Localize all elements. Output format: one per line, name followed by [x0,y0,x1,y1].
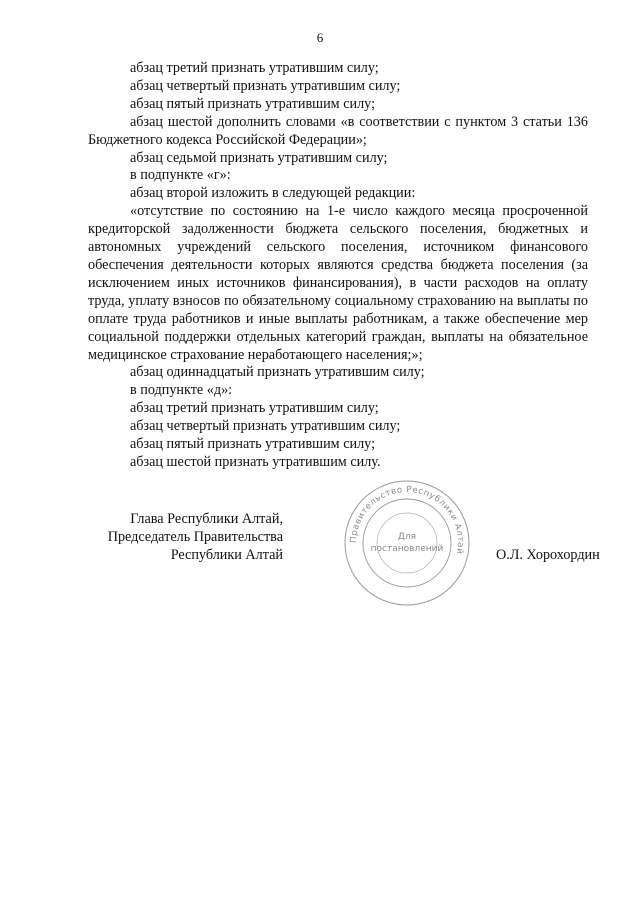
signatory-title-line-2: Председатель Правительства [107,529,283,545]
paragraph-14: абзац шестой признать утратившим силу. [130,453,381,470]
official-stamp [342,478,472,608]
signatory-name: О.Л. Хорохордин [496,547,600,563]
paragraph-4: абзац шестой дополнить словами «в соответствии с пунктом 3 статьи 136 Бюджетного кодекса Российской Федерации»; [88,113,588,148]
signatory-title-line-1: Глава Республики Алтай, [130,511,283,527]
stamp-inner-circle [377,513,437,573]
paragraph-9: абзац одиннадцатый признать утратившим силу; [130,364,425,381]
stamp-ring-circle [363,499,451,587]
document-body [88,60,588,472]
paragraph-7: абзац второй изложить в следующей редакции: [130,185,416,202]
signatory-title [88,510,283,564]
stamp-outer-circle [345,481,469,605]
paragraph-12: абзац четвертый признать утратившим силу; [130,418,401,435]
paragraph-8-quoted-text: «отсутствие по состоянию на 1-е число каждого месяца просроченной кредиторской задолженности бюджета сельского поселения, бюджетных и автономных учреждений сельского поселения, источником финансового обеспечения деятельности которых являются средства бюджета поселения (за исключением иных источников финансирования), в части расходов на оплату труда, уплату взносов по обязательному социальному страхованию на выплаты по оплате труда работников и иные выплаты работникам, а также обеспечение мер социальной поддержки отдельных категорий граждан, выплаты на обязательное медицинское страхование неработающего населения;»; [88,203,588,363]
signatory-title-line-3: Республики Алтай [170,547,283,563]
paragraph-13: абзац пятый признать утратившим силу; [130,436,376,453]
stamp-center-line-1: Для [397,532,417,542]
paragraph-6: в подпункте «г»: [130,167,231,184]
paragraph-10: в подпункте «д»: [130,382,233,399]
paragraph-5: абзац седьмой признать утратившим силу; [130,149,388,166]
stamp-center-line-2: постановлений [370,544,444,554]
paragraph-3: абзац пятый признать утратившим силу; [130,95,376,112]
stamp-ring-text: Правительство Республики Алтай [348,484,466,556]
paragraph-11: абзац третий признать утратившим силу; [130,400,379,417]
paragraph-2: абзац четвертый признать утратившим силу; [130,77,401,94]
page-number: 6 [316,30,324,45]
paragraph-1: абзац третий признать утратившим силу; [130,60,379,76]
